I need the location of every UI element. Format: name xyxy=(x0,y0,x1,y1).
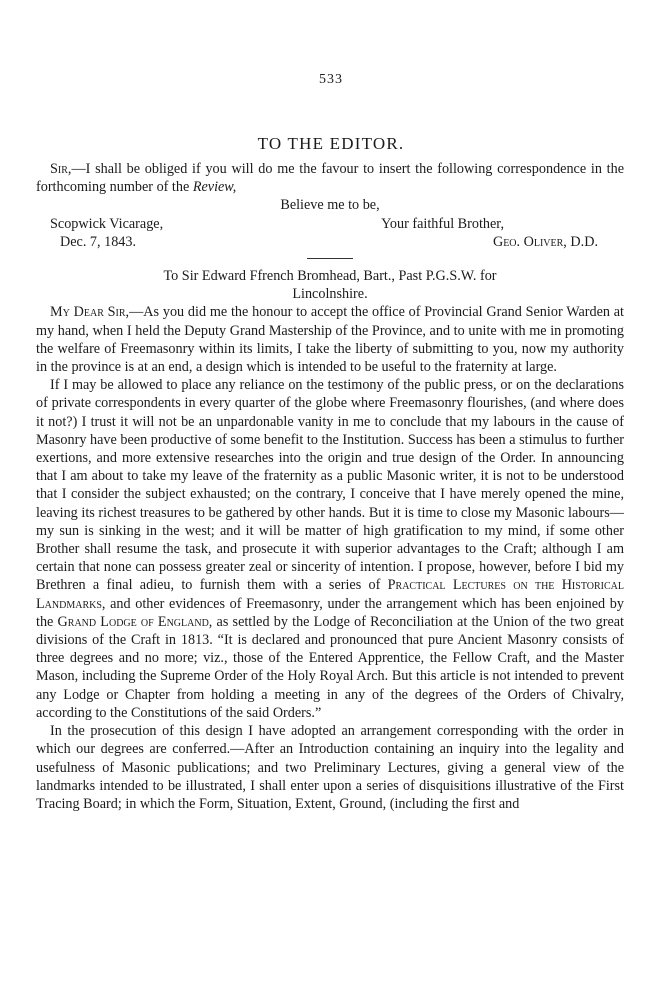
page-number: 533 xyxy=(319,72,343,87)
signature-first: Geo. xyxy=(492,233,521,250)
review-title: Review, xyxy=(192,179,237,196)
letter2-paragraph-1 xyxy=(36,303,624,376)
letter1-closing: Your faithful Brother, xyxy=(381,215,504,232)
letter1-text: —I shall be obliged if you will do me the favour to insert the following correspondence in the forthcoming number of the xyxy=(36,161,624,196)
page-body xyxy=(36,160,624,813)
addressee-line-1: To Sir Edward Ffrench Bromhead, Bart., Past P.G.S.W. for xyxy=(163,268,497,285)
letter1-signature xyxy=(493,233,598,251)
letter2-para2-b: and other evidences of Freemasonry, under the arrangement which has been enjoined by the xyxy=(36,595,624,630)
signature-last: Oliver, xyxy=(523,233,567,250)
letter2-para1-text: —As you did me the honour to accept the office of Provincial Grand Senior Warden at my hand, when I held the Deputy Grand Mastership of the Province, and to unite with me in promoting the welfare of Freemasonry within its limits, I take the liberty of submitting to you, now my authority in the province is at an end, a design which is intended to be useful to the fraternity at large. xyxy=(36,304,624,376)
letter2-salutation: My Dear Sir, xyxy=(50,304,130,321)
section-divider xyxy=(307,258,353,259)
letter2-paragraph-3: In the prosecution of this design I have adopted an arrangement corresponding with the order in which our degrees are conferred.—After an Introduction containing an inquiry into the legality and usefulness of Masonic publications; and two Preliminary Lectures, giving a general view of the landmarks intended to be illustrated, I shall enter upon a series of disquisitions illustrative of the First Tracing Board; in which the Form, Situation, Extent, Ground, (including the first and xyxy=(36,723,624,812)
page-heading: TO THE EDITOR. xyxy=(257,134,405,153)
believe-line: Believe me to be, xyxy=(280,197,380,214)
letter1-salutation: Sir, xyxy=(50,161,72,177)
letter1-place: Scopwick Vicarage, xyxy=(50,215,164,232)
addressee-line-2: Lincolnshire. xyxy=(292,286,368,303)
date-signature-row xyxy=(36,233,624,251)
grand-lodge-name: Grand Lodge of England, xyxy=(57,613,213,630)
signature-degree: D.D. xyxy=(570,233,598,250)
lectures-title: Practical Lectures on the Historical Landmarks, xyxy=(36,577,624,612)
letter2-paragraph-2 xyxy=(36,376,624,722)
place-closing-row xyxy=(36,215,624,233)
letter1-paragraph xyxy=(36,160,624,196)
letter2-para2-c: as settled by the Lodge of Reconciliation at the Union of the two great divisions of the Craft in 1813. “It is declared and pronounced that pure Ancient Masonry consists of three degrees and no more; viz., those of the Entered Apprentice, the Fellow Craft, and the Master Mason, including the Supreme Order of the Holy Royal Arch. But this article is not intended to prevent any Lodge or Chapter from holding a meeting in any of the degrees of the Orders of Chivalry, according to the Constitutions of the said Orders.” xyxy=(36,613,625,721)
letter1-date: Dec. 7, 1843. xyxy=(60,233,137,250)
letter2-para2-a: If I may be allowed to place any reliance on the testimony of the public press, or on the declarations of private correspondents in every quarter of the globe where Freemasonry flourishes, (and where does it not?) I trust it will not be an unpardonable vanity in me to conclude that my labours in the cause of Masonry have been productive of some benefit to the Institution. Success has been a stimulus to further exertions, and more extensive researches into the origin and true design of the Order. In announcing that I am about to take my leave of the fraternity as a public Masonic writer, it is not to be understood that I consider the subject exhausted; on the contrary, I conceive that I have merely opened the mine, leaving its richest treasures to be gathered by other hands. But it is time to close my Masonic labours—my sun is sinking in the west; and it will be matter of high gratification to my mind, if some other Brother shall resume the task, and prosecute it with superior advantages to the Craft; although I am certain that none can possess greater zeal or sincerity of intention. I propose, however, before I bid my Brethren a final adieu, to furnish them with a series of xyxy=(36,377,624,594)
